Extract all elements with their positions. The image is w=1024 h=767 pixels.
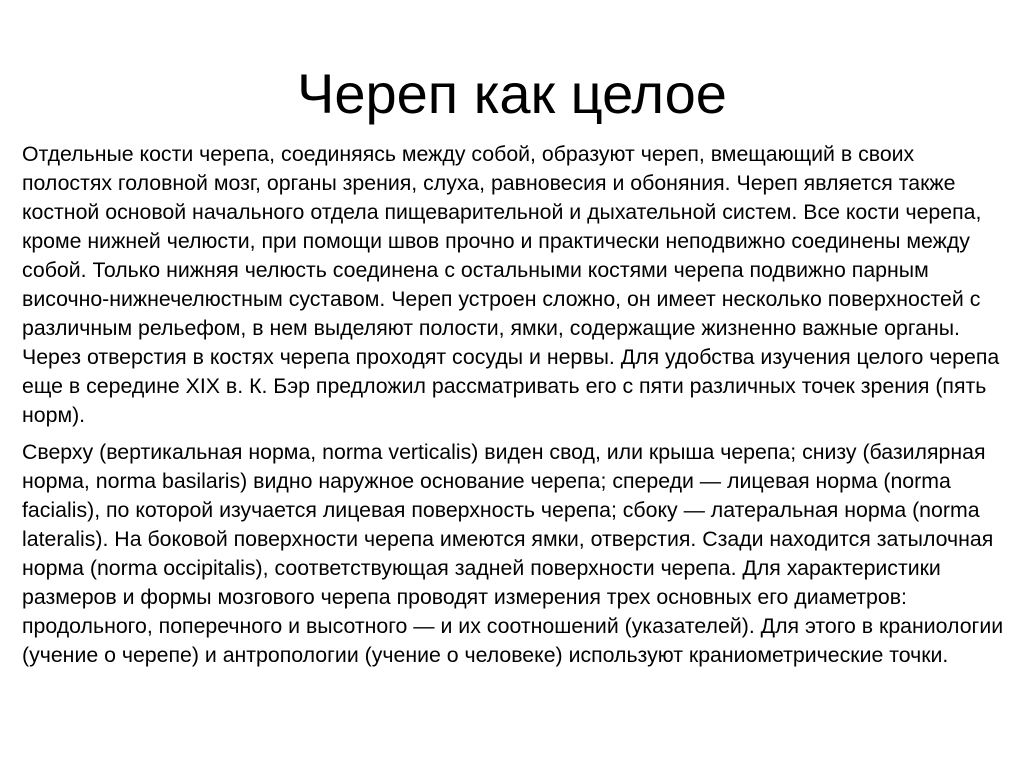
paragraph-norms: Сверху (вертикальная норма, norma verticalis) виден свод, или крыша черепа; снизу (базилярная норма, norma basilaris) видно наружное основание черепа; спереди — лицевая норма (norma facialis), по которой изучается лицевая поверхность черепа; сбоку — латеральная норма (norma lateralis). На боковой поверхности черепа имеются ямки, отверстия. Сзади находится затылочная норма (norma occipitalis), соответствующая задней поверхности черепа. Для характеристики размеров и формы мозгового черепа проводят измерения трех основных его диаметров: продольного, поперечного и высотного — и их соотношений (указателей). Для этого в краниологии (учение о черепе) и антропологии (учение о человеке) используют краниометрические точки.	[22, 440, 1004, 667]
paragraph-intro: Отдельные кости черепа, соединяясь между собой, образуют череп, вмещающий в своих полостях головной мозг, органы зрения, слуха, равновесия и обоняния. Череп является также костной основой начального отдела пищеварительной и дыхательной систем. Все кости черепа, кроме нижней челюсти, при помощи швов прочно и практически неподвижно соединены между собой. Только нижняя челюсть соединена с остальными костями черепа подвижно парным височно-нижнечелюстным суставом. Череп устроен сложно, он имеет несколько поверхностей с различным рельефом, в нем выделяют полости, ямки, содержащие жизненно важные органы. Через отверстия в костях черепа проходят сосуды и нервы. Для удобства изучения целого черепа еще в середине XIX в. К. Бэр предложил рассматривать его с пяти различных точек зрения (пять норм).	[22, 142, 1000, 427]
slide-title: Череп как целое	[297, 62, 727, 125]
slide-body	[22, 140, 1008, 678]
